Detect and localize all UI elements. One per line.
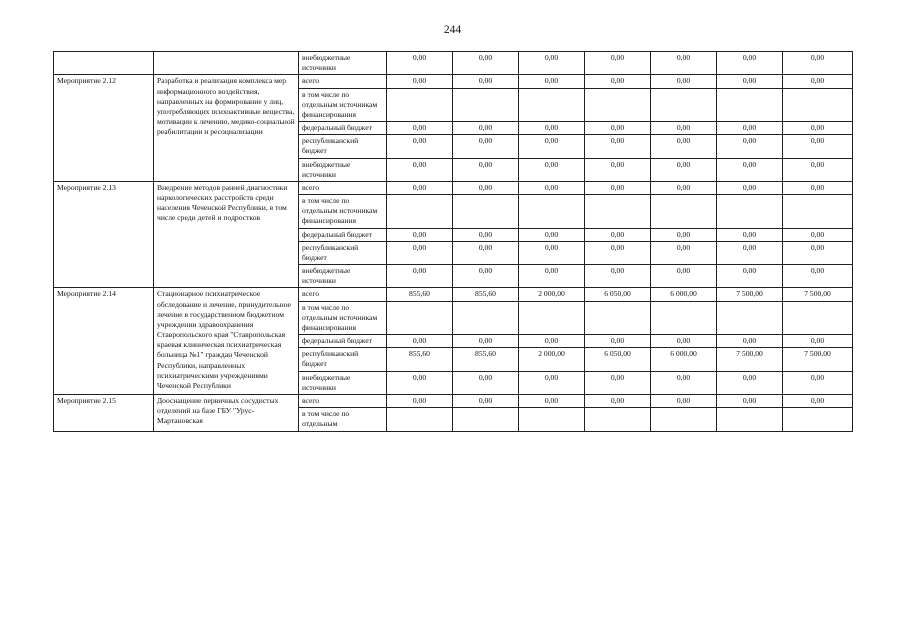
- value-cell: 7 500,00: [783, 288, 853, 301]
- value-cell: 0,00: [651, 122, 717, 135]
- value-cell: 0,00: [519, 122, 585, 135]
- value-cell: [585, 88, 651, 122]
- value-cell: 0,00: [387, 181, 453, 194]
- value-cell: [387, 195, 453, 229]
- value-cell: 0,00: [519, 52, 585, 75]
- value-cell: 0,00: [519, 181, 585, 194]
- value-cell: [585, 408, 651, 431]
- value-cell: 6 000,00: [651, 288, 717, 301]
- source-label-cell: внебюджетные источники: [299, 52, 387, 75]
- value-cell: 0,00: [717, 75, 783, 88]
- value-cell: 0,00: [651, 52, 717, 75]
- value-cell: 0,00: [519, 371, 585, 394]
- source-label-cell: республиканский бюджет: [299, 135, 387, 158]
- source-label-cell: республиканский бюджет: [299, 241, 387, 264]
- value-cell: 0,00: [783, 335, 853, 348]
- value-cell: 0,00: [453, 228, 519, 241]
- value-cell: 0,00: [717, 265, 783, 288]
- value-cell: 0,00: [717, 181, 783, 194]
- value-cell: 0,00: [519, 158, 585, 181]
- value-cell: [387, 408, 453, 431]
- value-cell: 0,00: [519, 228, 585, 241]
- value-cell: 0,00: [519, 75, 585, 88]
- value-cell: 0,00: [651, 181, 717, 194]
- value-cell: [651, 88, 717, 122]
- source-label-cell: внебюджетные источники: [299, 371, 387, 394]
- event-description-cell: Внедрение методов ранней диагностики наркологических расстройств среди населения Чеченской Республики, в том числе среди детей и подростков: [154, 181, 299, 288]
- value-cell: 0,00: [387, 228, 453, 241]
- value-cell: 0,00: [585, 75, 651, 88]
- table-row: [54, 75, 853, 88]
- value-cell: 0,00: [519, 394, 585, 407]
- value-cell: 0,00: [387, 158, 453, 181]
- value-cell: 6 050,00: [585, 348, 651, 371]
- value-cell: [585, 301, 651, 335]
- value-cell: 2 000,00: [519, 348, 585, 371]
- value-cell: [783, 408, 853, 431]
- value-cell: 0,00: [651, 371, 717, 394]
- value-cell: 0,00: [387, 371, 453, 394]
- value-cell: 855,60: [387, 288, 453, 301]
- event-description-cell: Стационарное психиатрическое обследование и лечение, принудительное лечение в государственном бюджетном учреждении здравоохранения Ставропольского края "Ставропольская краевая клиническая психиатрическая больница №1" граждан Чеченской Республики, направленных психиатрическими учреждениями Чеченской Республики: [154, 288, 299, 395]
- source-label-cell: в том числе по отдельным источникам финансирования: [299, 88, 387, 122]
- event-id-cell: Мероприятие 2.15: [54, 394, 154, 431]
- source-label-cell: в том числе по отдельным источникам финансирования: [299, 301, 387, 335]
- value-cell: 0,00: [783, 371, 853, 394]
- event-id-cell: [54, 52, 154, 75]
- value-cell: [717, 408, 783, 431]
- value-cell: [453, 88, 519, 122]
- value-cell: 0,00: [585, 158, 651, 181]
- value-cell: 0,00: [783, 158, 853, 181]
- value-cell: 0,00: [387, 335, 453, 348]
- value-cell: 0,00: [453, 265, 519, 288]
- value-cell: 0,00: [453, 394, 519, 407]
- value-cell: 0,00: [387, 75, 453, 88]
- value-cell: [519, 408, 585, 431]
- value-cell: 7 500,00: [717, 288, 783, 301]
- value-cell: [387, 88, 453, 122]
- value-cell: [783, 88, 853, 122]
- value-cell: 0,00: [585, 241, 651, 264]
- value-cell: 0,00: [585, 335, 651, 348]
- table-row: [54, 394, 853, 407]
- value-cell: 0,00: [585, 135, 651, 158]
- value-cell: 0,00: [519, 135, 585, 158]
- value-cell: [519, 88, 585, 122]
- source-label-cell: федеральный бюджет: [299, 228, 387, 241]
- value-cell: [651, 408, 717, 431]
- value-cell: 0,00: [453, 122, 519, 135]
- table-row: [54, 52, 853, 75]
- value-cell: 0,00: [519, 241, 585, 264]
- value-cell: 0,00: [717, 52, 783, 75]
- value-cell: 0,00: [519, 265, 585, 288]
- value-cell: 0,00: [651, 158, 717, 181]
- value-cell: 0,00: [387, 122, 453, 135]
- value-cell: 0,00: [387, 265, 453, 288]
- value-cell: 0,00: [651, 394, 717, 407]
- value-cell: 0,00: [651, 135, 717, 158]
- value-cell: 855,60: [453, 288, 519, 301]
- value-cell: 0,00: [651, 75, 717, 88]
- value-cell: 2 000,00: [519, 288, 585, 301]
- value-cell: 0,00: [519, 335, 585, 348]
- value-cell: 0,00: [453, 335, 519, 348]
- source-label-cell: всего: [299, 181, 387, 194]
- value-cell: 0,00: [387, 394, 453, 407]
- source-label-cell: всего: [299, 288, 387, 301]
- source-label-cell: федеральный бюджет: [299, 122, 387, 135]
- value-cell: 855,60: [453, 348, 519, 371]
- event-description-cell: [154, 52, 299, 75]
- value-cell: 0,00: [651, 228, 717, 241]
- value-cell: 0,00: [387, 52, 453, 75]
- value-cell: [783, 301, 853, 335]
- value-cell: 0,00: [717, 394, 783, 407]
- value-cell: 0,00: [651, 265, 717, 288]
- value-cell: 0,00: [585, 52, 651, 75]
- value-cell: 0,00: [717, 371, 783, 394]
- value-cell: 0,00: [585, 122, 651, 135]
- value-cell: 0,00: [783, 228, 853, 241]
- value-cell: 0,00: [783, 265, 853, 288]
- value-cell: 0,00: [453, 158, 519, 181]
- value-cell: 0,00: [387, 241, 453, 264]
- value-cell: 0,00: [783, 394, 853, 407]
- event-description-cell: Дооснащение первичных сосудистых отделений на базе ГБУ "Урус-Мартановская: [154, 394, 299, 431]
- event-id-cell: Мероприятие 2.13: [54, 181, 154, 288]
- value-cell: 855,60: [387, 348, 453, 371]
- value-cell: 0,00: [585, 228, 651, 241]
- value-cell: [585, 195, 651, 229]
- value-cell: [453, 301, 519, 335]
- value-cell: [717, 88, 783, 122]
- value-cell: 0,00: [453, 135, 519, 158]
- value-cell: [717, 195, 783, 229]
- value-cell: 0,00: [585, 394, 651, 407]
- value-cell: [453, 408, 519, 431]
- value-cell: 0,00: [783, 122, 853, 135]
- event-id-cell: Мероприятие 2.14: [54, 288, 154, 395]
- source-label-cell: в том числе по отдельным: [299, 408, 387, 431]
- source-label-cell: всего: [299, 394, 387, 407]
- value-cell: [453, 195, 519, 229]
- value-cell: 0,00: [453, 241, 519, 264]
- value-cell: 0,00: [783, 181, 853, 194]
- source-label-cell: внебюджетные источники: [299, 265, 387, 288]
- value-cell: 0,00: [783, 52, 853, 75]
- budget-table: [53, 51, 853, 432]
- table-row: [54, 288, 853, 301]
- value-cell: [651, 195, 717, 229]
- source-label-cell: республиканский бюджет: [299, 348, 387, 371]
- value-cell: 0,00: [453, 52, 519, 75]
- value-cell: 7 500,00: [783, 348, 853, 371]
- value-cell: 0,00: [585, 181, 651, 194]
- value-cell: 0,00: [717, 135, 783, 158]
- value-cell: 0,00: [651, 241, 717, 264]
- value-cell: [783, 195, 853, 229]
- table-row: [54, 181, 853, 194]
- value-cell: 0,00: [783, 75, 853, 88]
- value-cell: 0,00: [387, 135, 453, 158]
- value-cell: 6 000,00: [651, 348, 717, 371]
- value-cell: [387, 301, 453, 335]
- value-cell: 6 050,00: [585, 288, 651, 301]
- source-label-cell: в том числе по отдельным источникам финансирования: [299, 195, 387, 229]
- value-cell: 0,00: [783, 135, 853, 158]
- value-cell: 0,00: [453, 181, 519, 194]
- value-cell: 0,00: [717, 122, 783, 135]
- value-cell: 0,00: [585, 265, 651, 288]
- value-cell: 0,00: [717, 241, 783, 264]
- value-cell: 0,00: [717, 228, 783, 241]
- value-cell: [519, 301, 585, 335]
- value-cell: [717, 301, 783, 335]
- value-cell: 0,00: [585, 371, 651, 394]
- value-cell: 0,00: [453, 75, 519, 88]
- value-cell: 0,00: [453, 371, 519, 394]
- source-label-cell: внебюджетные источники: [299, 158, 387, 181]
- value-cell: 0,00: [651, 335, 717, 348]
- value-cell: 0,00: [717, 158, 783, 181]
- value-cell: 0,00: [717, 335, 783, 348]
- value-cell: 7 500,00: [717, 348, 783, 371]
- value-cell: [519, 195, 585, 229]
- value-cell: 0,00: [783, 241, 853, 264]
- source-label-cell: федеральный бюджет: [299, 335, 387, 348]
- page-number: 244: [443, 24, 462, 36]
- value-cell: [651, 301, 717, 335]
- event-description-cell: Разработка и реализация комплекса мер информационного воздействия, направленных на формирование у лиц, употребляющих психоактивные вещества, мотивации к лечению, медико-социальной реабилитации и ресоциализации: [154, 75, 299, 182]
- event-id-cell: Мероприятие 2.12: [54, 75, 154, 182]
- source-label-cell: всего: [299, 75, 387, 88]
